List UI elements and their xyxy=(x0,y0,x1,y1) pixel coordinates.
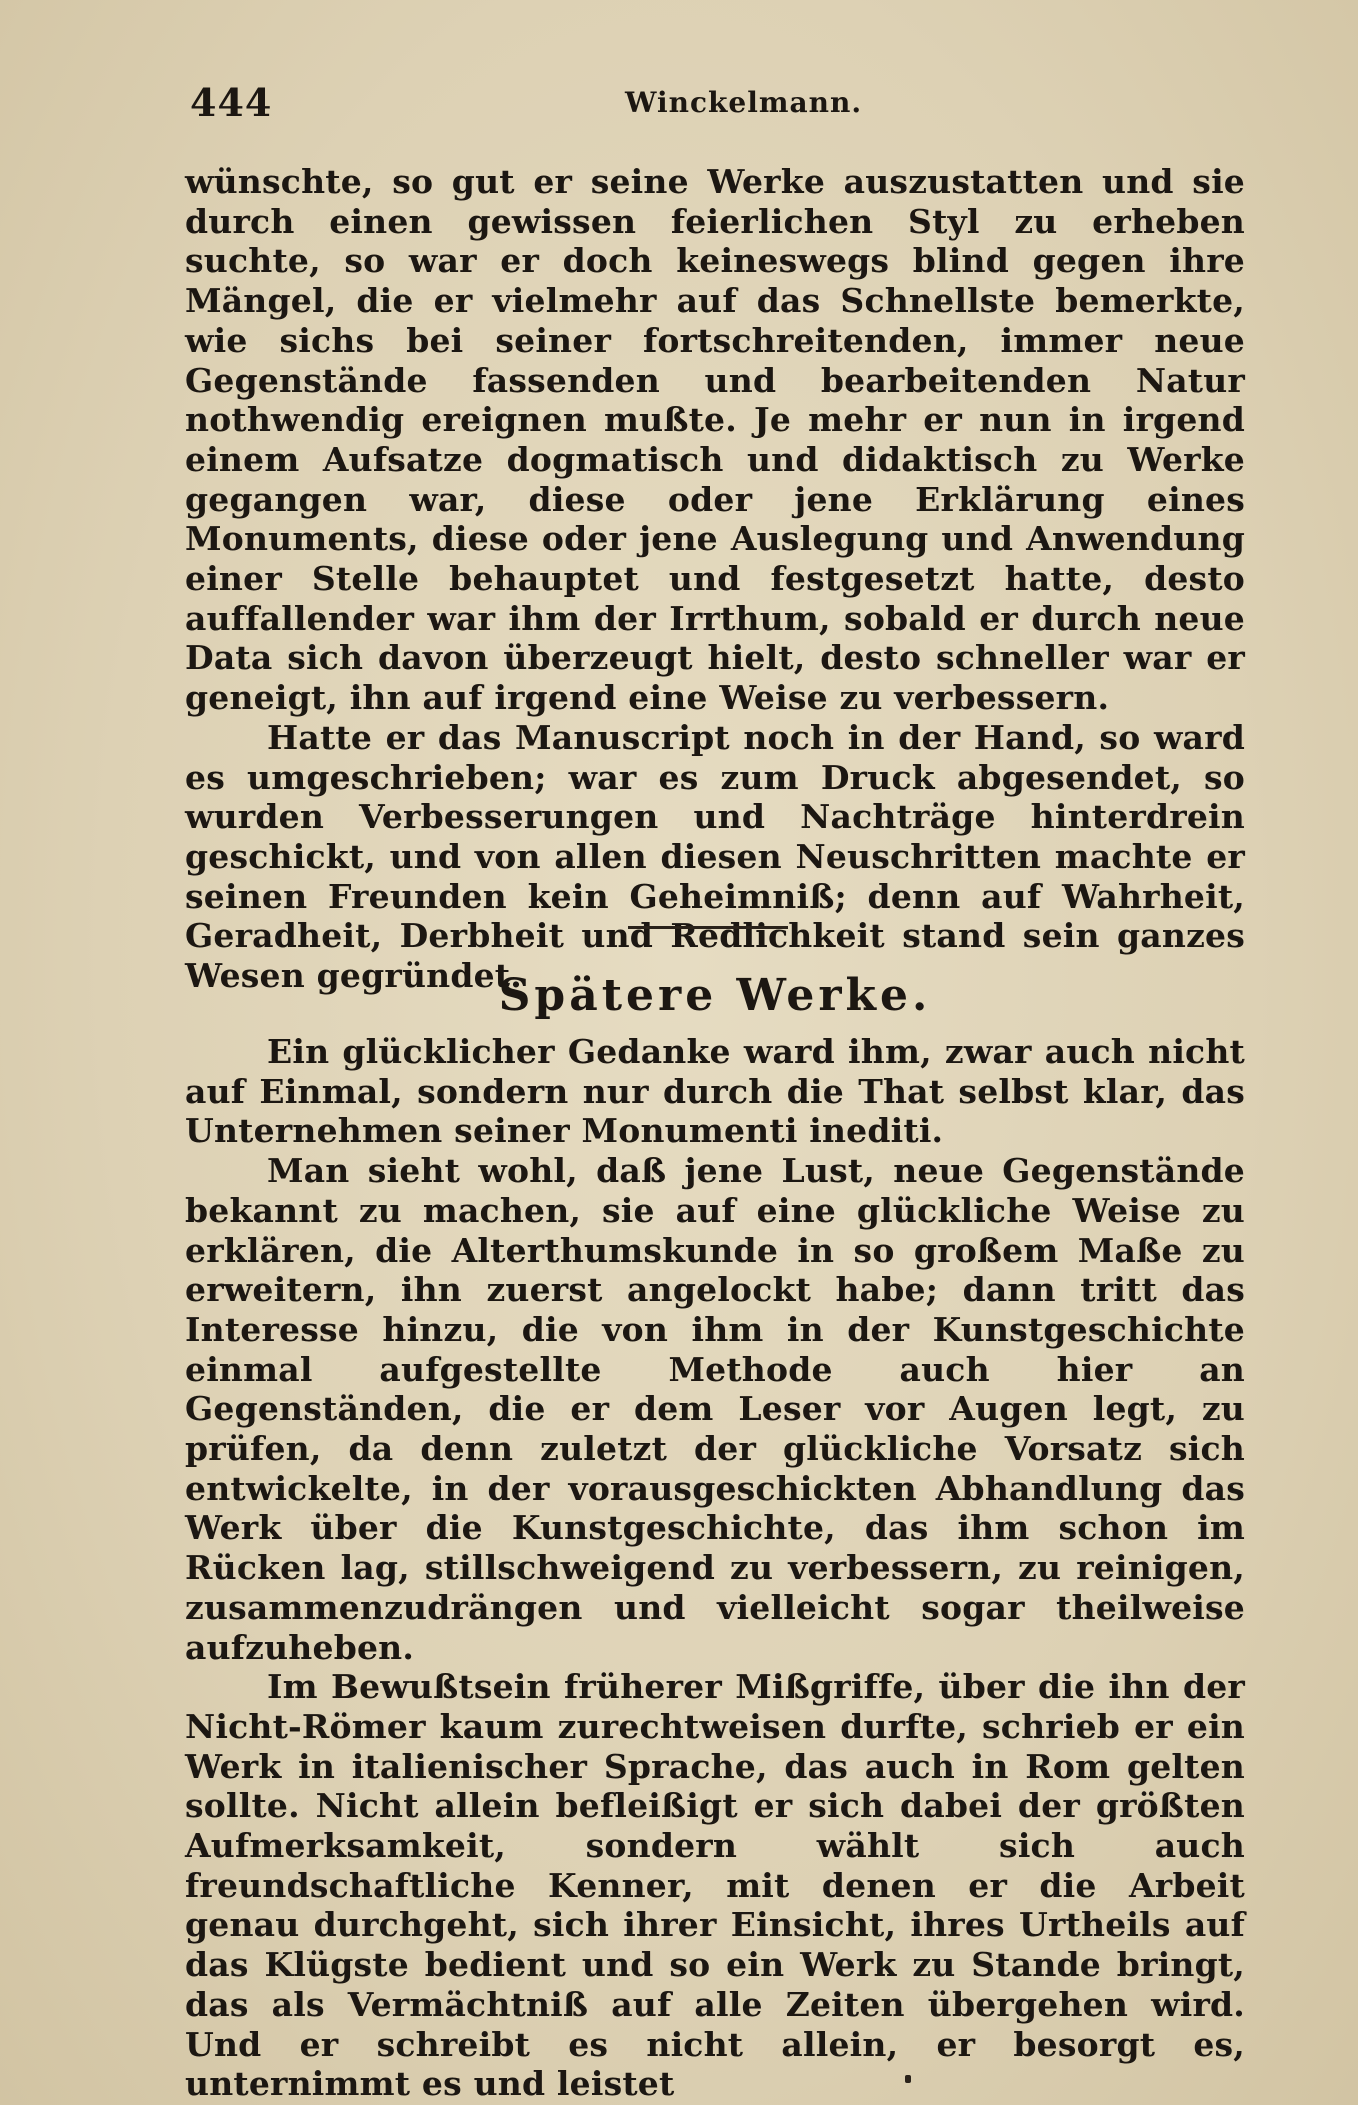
print-mark xyxy=(905,2075,911,2083)
paragraph: Hatte er das Manuscript noch in der Hand, so ward es umgeschrieben; war es zum Druck abgesendet, so wurden Verbesserungen und Nachträge hinterdrein geschickt, und von allen diesen Neuschritten machte er seinen Freunden kein Geheimniß; denn auf Wahrheit, Geradheit, Derbheit und Redlichkeit stand sein ganzes Wesen gegründet. xyxy=(185,717,1245,996)
running-head: Winckelmann. xyxy=(625,86,863,119)
paragraph: Ein glücklicher Gedanke ward ihm, zwar auch nicht auf Einmal, sondern nur durch die That selbst klar, das Unternehmen seiner Monumenti inediti. xyxy=(185,1032,1245,1151)
page-header xyxy=(190,80,1240,130)
section-heading: Spätere Werke. xyxy=(498,970,932,1021)
page-number: 444 xyxy=(190,80,273,125)
section-divider xyxy=(628,926,788,929)
paragraph: Man sieht wohl, daß jene Lust, neue Gegenstände bekannt zu machen, sie auf eine glückliche Weise zu erklären, die Alterthumskunde in so großem Maße zu erweitern, ihn zuerst angelockt habe; dann tritt das Interesse hinzu, die von ihm in der Kunstgeschichte einmal aufgestellte Methode auch hier an Gegenständen, die er dem Leser vor Augen legt, zu prüfen, da denn zuletzt der glückliche Vorsatz sich entwickelte, in der vorausgeschickten Abhandlung das Werk über die Kunstgeschichte, das ihm schon im Rücken lag, stillschweigend zu verbessern, zu reinigen, zusammenzudrängen und vielleicht sogar theilweise aufzuheben. xyxy=(185,1151,1245,1667)
paragraph: Im Bewußtsein früherer Mißgriffe, über die ihn der Nicht-Römer kaum zurechtweisen durfte, schrieb er ein Werk in italienischer Sprache, das auch in Rom gelten sollte. Nicht allein befleißigt er sich dabei der größten Aufmerksamkeit, sondern wählt sich auch freundschaftliche Kenner, mit denen er die Arbeit genau durchgeht, sich ihrer Einsicht, ihres Urtheils auf das Klügste bedient und so ein Werk zu Stande bringt, das als Vermächtniß auf alle Zeiten übergehen wird. Und er schreibt es nicht allein, er besorgt es, unternimmt es und leistet xyxy=(185,1667,1245,2104)
text-block-before-section xyxy=(185,162,1245,996)
text-block-after-section xyxy=(185,1032,1245,2104)
paragraph-continued: wünschte, so gut er seine Werke auszustatten und sie durch einen gewissen feierlichen Styl zu erheben suchte, so war er doch keineswegs blind gegen ihre Mängel, die er vielmehr auf das Schnellste bemerkte, wie sichs bei seiner fortschreitenden, immer neue Gegenstände fassenden und bearbeitenden Natur nothwendig ereignen mußte. Je mehr er nun in irgend einem Aufsatze dogmatisch und didaktisch zu Werke gegangen war, diese oder jene Erklärung eines Monuments, diese oder jene Auslegung und Anwendung einer Stelle behauptet und festgesetzt hatte, desto auffallender war ihm der Irrthum, sobald er durch neue Data sich davon überzeugt hielt, desto schneller war er geneigt, ihn auf irgend eine Weise zu verbessern. xyxy=(185,162,1245,718)
